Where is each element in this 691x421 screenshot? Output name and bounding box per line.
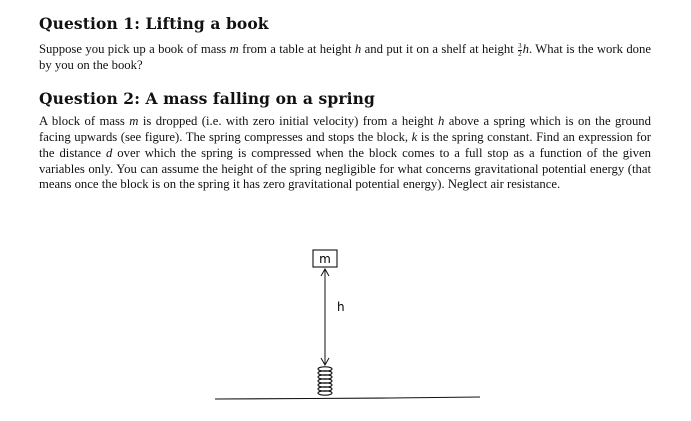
q1-var-h2: h xyxy=(522,42,529,56)
mass-block-label: m xyxy=(319,252,331,266)
q2-var-d: d xyxy=(105,145,113,160)
spring-coil xyxy=(318,367,332,395)
q2-var-m: m xyxy=(129,113,139,128)
q1-text-d: . What is the work done by you on the book? xyxy=(39,42,652,72)
q2-var-h: h xyxy=(438,113,445,128)
q2-text-b: is dropped (i.e. with zero initial velocity) from a height xyxy=(138,113,438,128)
q2-text-e: over which the spring is compressed when the block comes to a full stop as a function of the given variables only. You can assume the height of the spring negligible for what concerns gravitational potential energy (that means once the block is on the spring it has zero gravitational potential energy). Neglect air resistance. xyxy=(39,145,651,192)
height-label: h xyxy=(337,300,345,314)
question-1-body xyxy=(39,42,651,74)
q1-text-a: Suppose you pick up a book of mass xyxy=(39,42,230,56)
document-page xyxy=(39,8,651,193)
q1-var-m: m xyxy=(229,42,239,56)
q2-text-c: above a spring which is on the ground facing upwards (see figure). The spring compresses and stops the block, xyxy=(39,113,651,144)
q1-text-b: from a table at height xyxy=(238,42,355,56)
question-2-title: Question 2: A mass falling on a spring xyxy=(39,88,375,108)
q1-text-c: and put it on a shelf at height xyxy=(361,42,518,56)
q1-var-h: h xyxy=(354,42,362,56)
q2-text-d: is the spring constant. Find an expression for the distance xyxy=(39,129,652,160)
q2-var-k: k xyxy=(411,129,418,144)
ground-line xyxy=(215,397,480,399)
question-1-title: Question 1: Lifting a book xyxy=(39,14,269,33)
q1-frac-num: 3 xyxy=(518,41,522,50)
q2-text-a: A block of mass xyxy=(39,113,130,128)
q1-fraction xyxy=(518,43,522,58)
question-2-body xyxy=(39,114,651,194)
spring-diagram-svg xyxy=(210,242,490,412)
q1-frac-den: 2 xyxy=(518,49,522,58)
spring-figure xyxy=(210,242,490,412)
